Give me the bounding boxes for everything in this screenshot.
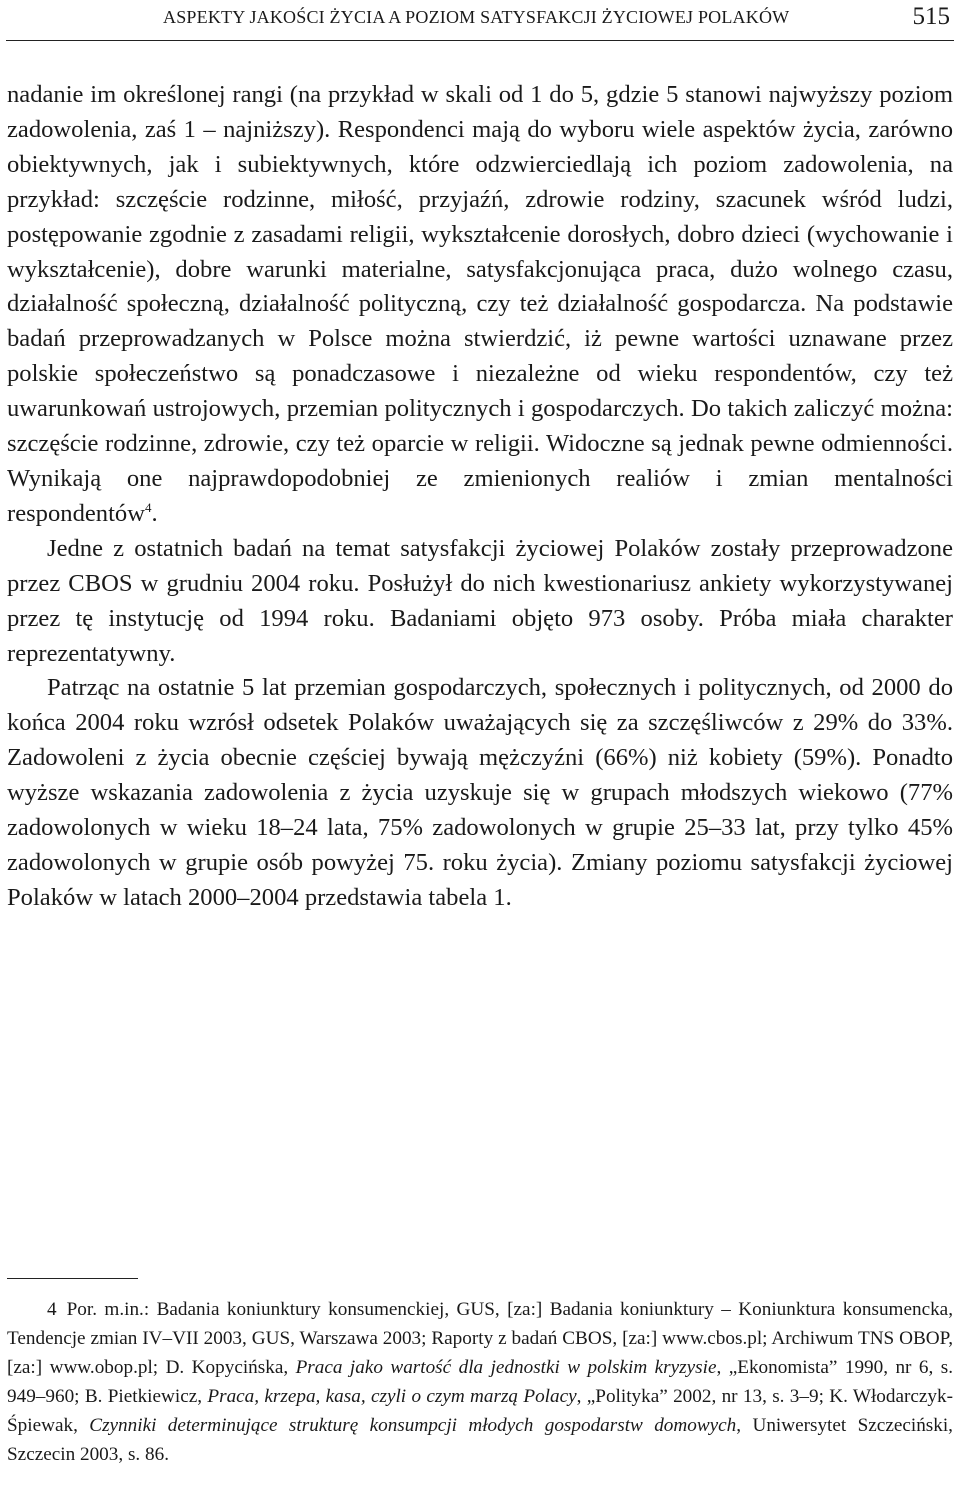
footnote-4 <box>7 1295 953 1469</box>
footnote-separator <box>7 1278 138 1279</box>
paragraph-1-text: nadanie im określonej rangi (na przykład w skali od 1 do 5, gdzie 5 stanowi najwyższy poziom zadowolenia, zaś 1 – najniższy). Respondenci mają do wyboru wiele aspektów życia, zarówno obiektywnych, jak i subiektywnych, które odzwierciedlają ich poziom zadowolenia, na przykład: szczęście rodzinne, miłość, przyjaźń, zdrowie rodziny, szacunek wśród ludzi, postępowanie zgodnie z zasadami religii, wykształcenie dorosłych, dobro dzieci (wychowanie i wykształcenie), dobre warunki materialne, satysfakcjonująca praca, dużo wolnego czasu, działalność społeczną, działalność polityczną, czy też działalność gospodarcza. Na podstawie badań przeprowadzanych w Polsce można stwierdzić, iż pewne wartości uznawane przez polskie społeczeństwo są ponadczasowe i niezależne od wieku respondentów, czy też uwarunkowań ustrojowych, przemian politycznych i gospodarczych. Do takich zaliczyć można: szczęście rodzinne, zdrowie, czy też oparcie w religii. Widoczne są jednak pewne odmienności. Wynikają one najprawdopodobniej ze zmienionych realiów i zmian mentalności respondentów <box>7 81 953 527</box>
footnote <box>7 1295 953 1469</box>
paragraph-2: Jedne z ostatnich badań na temat satysfakcji życiowej Polaków zostały przeprowadzone przez CBOS w grudniu 2004 roku. Posłużył do nich kwestionariusz ankiety wykorzystywanej przez tę instytucję od 1994 roku. Badaniami objęto 973 osoby. Próba miała charakter reprezentatywny. <box>7 534 953 667</box>
footnote-text-3: , „Polityka” 2002, nr 13, s. 3–9; K. Włodarczyk-Śpiewak, <box>7 1386 954 1436</box>
footnote-title-3: Czynniki determinujące strukturę konsumpcji młodych gospodarstw domowych <box>89 1415 737 1436</box>
paragraph-1 <box>7 78 953 532</box>
page-number: 515 <box>912 3 950 30</box>
page-header <box>6 0 954 41</box>
main-text <box>7 78 953 916</box>
paragraph-1-end: . <box>151 499 158 527</box>
footnote-title-2: Praca, krzepa, kasa, czyli o czym marzą Polacy <box>207 1386 577 1407</box>
running-head: ASPEKTY JAKOŚCI ŻYCIA A POZIOM SATYSFAKCJI ŻYCIOWEJ POLAKÓW <box>163 7 790 27</box>
footnote-title-1: Praca jako wartość dla jednostki w polskim kryzysie <box>295 1357 717 1378</box>
footnote-text-4: , Uniwersytet Szczeciński, Szczecin 2003, s. 86. <box>7 1415 953 1465</box>
footnote-text-1: Por. m.in.: Badania koniunktury konsumenckiej, GUS, [za:] Badania koniunktury – Koniunktura konsumencka, Tendencje zmian IV–VII 2003, GUS, Warszawa 2003; Raporty z badań CBOS, [za:] www.cbos.pl; Archiwum TNS OBOP, [za:] www.obop.pl; D. Kopycińska, <box>7 1299 953 1378</box>
footnote-reference: 4 <box>144 499 152 515</box>
paragraph-3: Patrząc na ostatnie 5 lat przemian gospodarczych, społecznych i politycznych, od 2000 do końca 2004 roku wzrósł odsetek Polaków uważających się za szczęśliwców z 29% do 33%. Zadowoleni z życia obecnie częściej bywają mężczyźni (66%) niż kobiety (59%). Ponadto wyższe wskazania zadowolenia z życia uzyskuje się w grupach młodszych wiekowo (77% zadowolonych w wieku 18–24 lata, 75% zadowolonych w grupie 25–33 lat, przy tylko 45% zadowolonych w grupie osób powyżej 75. roku życia). Zmiany poziomu satysfakcji życiowej Polaków w latach 2000–2004 przedstawia tabela 1. <box>7 674 953 911</box>
footnote-text-2: , „Ekonomista” 1990, nr 6, s. 949–960; B. Pietkiewicz, <box>7 1357 953 1407</box>
footnote-number: 4 <box>47 1299 57 1320</box>
